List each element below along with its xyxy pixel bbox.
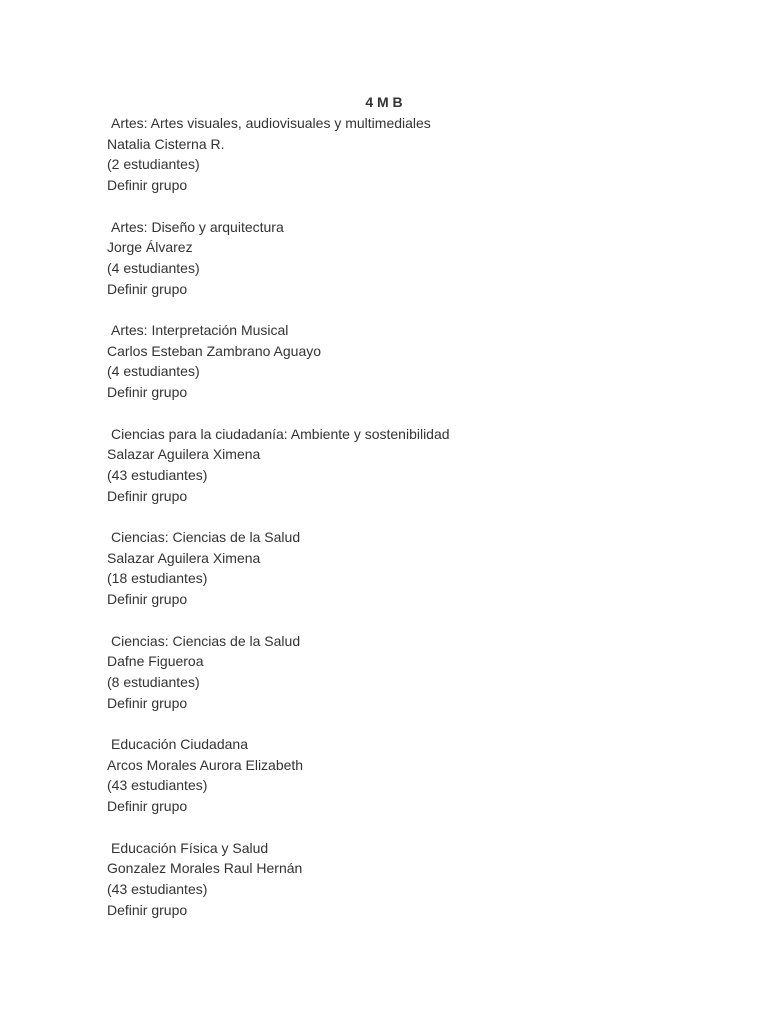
course-student-count: (43 estudiantes): [107, 466, 208, 483]
course-student-count: (4 estudiantes): [107, 259, 200, 276]
define-group-link[interactable]: Definir grupo: [107, 177, 188, 194]
course-teacher: Arcos Morales Aurora Elizabeth: [107, 756, 304, 773]
course-entry: [107, 113, 707, 217]
define-group-link[interactable]: Definir grupo: [107, 901, 188, 918]
course-student-count: (43 estudiantes): [107, 880, 208, 897]
course-subject: Artes: Diseño y arquitectura: [111, 218, 284, 235]
course-list: [107, 113, 707, 941]
define-group-link[interactable]: Definir grupo: [107, 694, 188, 711]
course-entry: [107, 631, 707, 735]
course-teacher: Dafne Figueroa: [107, 653, 204, 670]
course-subject: Artes: Artes visuales, audiovisuales y multimediales: [111, 115, 431, 131]
course-student-count: (43 estudiantes): [107, 777, 208, 794]
define-group-link[interactable]: Definir grupo: [107, 798, 188, 815]
define-group-link[interactable]: Definir grupo: [107, 591, 188, 608]
define-group-link[interactable]: Definir grupo: [107, 384, 188, 401]
course-subject: Educación Ciudadana: [111, 736, 248, 752]
course-teacher: Natalia Cisterna R.: [107, 135, 225, 152]
course-subject: Ciencias: Ciencias de la Salud: [111, 529, 301, 545]
course-subject: Ciencias: Ciencias de la Salud: [111, 632, 301, 649]
define-group-link[interactable]: Definir grupo: [107, 280, 188, 297]
course-student-count: (8 estudiantes): [107, 673, 200, 690]
course-entry: [107, 527, 707, 631]
course-teacher: Carlos Esteban Zambrano Aguayo: [107, 342, 322, 359]
course-subject: Educación Física y Salud: [111, 839, 269, 856]
course-entry: [107, 320, 707, 424]
course-teacher: Jorge Álvarez: [107, 239, 193, 256]
course-student-count: (2 estudiantes): [107, 156, 200, 173]
course-entry: [107, 838, 707, 942]
course-teacher: Salazar Aguilera Ximena: [107, 446, 261, 463]
course-teacher: Gonzalez Morales Raul Hernán: [107, 860, 303, 877]
course-entry: [107, 217, 707, 321]
define-group-link[interactable]: Definir grupo: [107, 487, 188, 504]
page-title: 4 M B: [365, 94, 403, 110]
course-subject: Ciencias para la ciudadanía: Ambiente y sostenibilidad: [111, 425, 450, 442]
course-subject: Artes: Interpretación Musical: [111, 322, 289, 338]
course-student-count: (18 estudiantes): [107, 570, 208, 587]
course-entry: [107, 734, 707, 838]
course-entry: [107, 424, 707, 528]
course-teacher: Salazar Aguilera Ximena: [107, 549, 261, 566]
course-student-count: (4 estudiantes): [107, 363, 200, 380]
